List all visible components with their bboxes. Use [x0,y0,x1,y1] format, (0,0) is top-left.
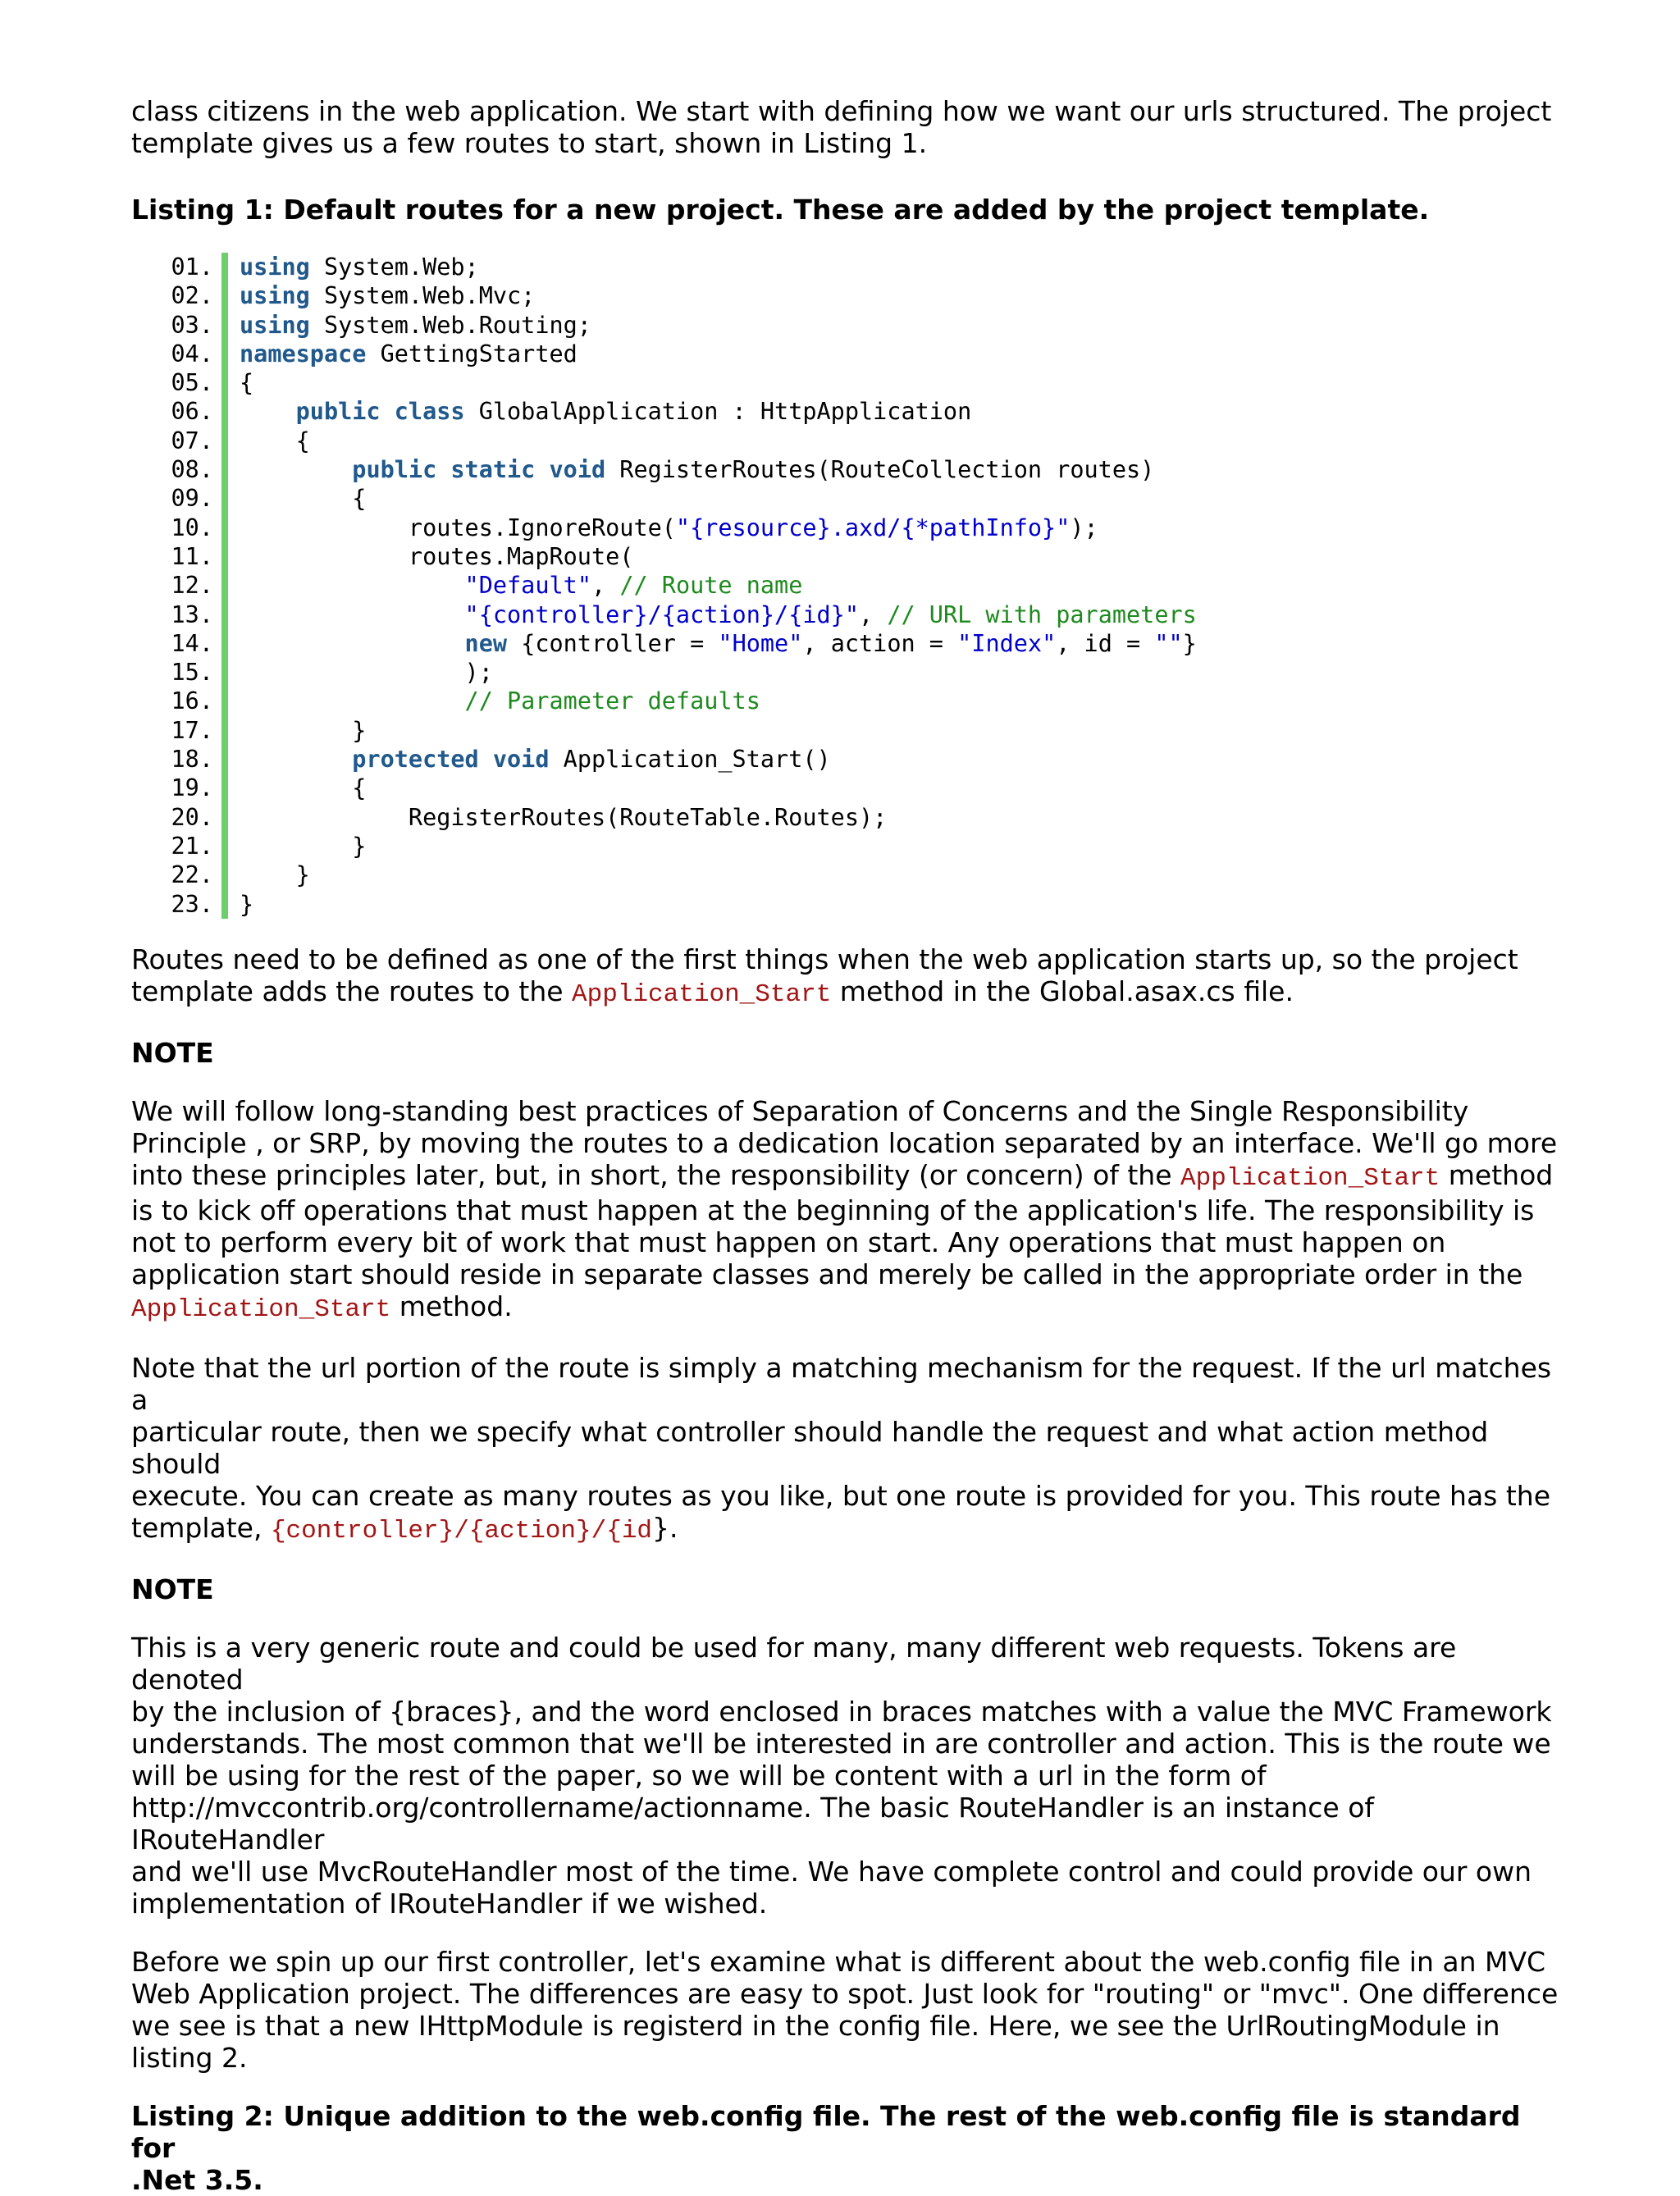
intro-line: class citizens in the web application. We start with defining how we want our urls structured. The project [131,95,1552,127]
line-number: 08. [171,456,213,484]
code-text: System.Web; [309,253,479,281]
line-number: 02. [171,282,213,310]
line-number: 22. [171,861,213,889]
code-keyword: public static void [352,456,606,484]
paragraph-text: template adds the routes to the [131,975,573,1007]
code-gutter-bar [221,514,228,542]
code-text: , id = [1056,629,1155,657]
code-gutter-bar [221,253,228,281]
paragraph-text: into these principles later, but, in short, the responsibility (or concern) of the [131,1158,1181,1191]
code-keyword: public class [295,398,465,426]
code-text: System.Web.Routing; [309,311,591,339]
line-number: 17. [171,716,213,744]
code-text: { [352,774,367,802]
code-text: { [295,427,310,454]
code-line [131,745,1559,774]
code-line [131,281,1559,310]
document-page [131,95,1559,2196]
code-comment: // URL with parameters [887,600,1197,628]
code-string: "Index" [957,629,1057,657]
listing-1-caption: Listing 1: Default routes for a new project. These are added by the project template. [131,194,1430,226]
code-gutter-bar [221,803,228,832]
code-comment: // Parameter defaults [464,687,760,715]
code-line [131,253,1559,281]
paragraph-text: template, [131,1511,271,1544]
code-gutter-bar [221,455,228,484]
paragraph-line: particular route, then we specify what controller should handle the request and what action method should [131,1415,1489,1480]
caption-line: Listing 2: Unique addition to the web.config file. The rest of the web.config file is standard for [131,2099,1521,2164]
code-line [131,774,1559,802]
code-text: } [1182,629,1197,657]
note-paragraph [131,1095,1559,1326]
paragraph-line: not to perform every bit of work that must happen on start. Any operations that must happen on [131,1226,1446,1258]
routes-paragraph [131,943,1559,1011]
line-number: 04. [171,340,213,368]
code-gutter-bar [221,571,228,600]
line-number: 09. [171,485,213,513]
paragraph-line: execute. You can create as many routes as you like, but one route is provided for you. This route has the [131,1479,1551,1512]
code-gutter-bar [221,427,228,455]
code-line [131,397,1559,426]
paragraph-line: we see is that a new IHttpModule is registerd in the config file. Here, we see the UrlRoutingModule in [131,2009,1500,2042]
code-text: {controller = [507,629,719,657]
paragraph-text: }. [652,1511,678,1544]
code-text: GlobalApplication : HttpApplication [464,398,972,426]
inline-code: Application_Start [131,1294,391,1324]
line-number: 16. [171,687,213,715]
code-line [131,861,1559,889]
paragraph-line: This is a very generic route and could be used for many, many different web requests. Tokens are denoted [131,1631,1457,1696]
paragraph-line: application start should reside in separate classes and merely be called in the appropriate order in the [131,1258,1523,1290]
code-gutter-bar [221,861,228,889]
line-number: 05. [171,369,213,397]
code-text: routes.MapRoute( [408,542,634,570]
inline-code: Application_Start [572,979,832,1009]
intro-paragraph [131,95,1559,159]
code-gutter-bar [221,716,228,745]
inline-code: {controller}/{action}/{id [270,1516,653,1545]
line-number: 07. [171,427,213,454]
code-gutter-bar [221,890,228,919]
code-text: ); [464,659,493,687]
url-paragraph [131,1352,1559,1547]
code-line [131,716,1559,745]
code-gutter-bar [221,629,228,658]
code-gutter-bar [221,774,228,802]
code-string: "" [1154,629,1183,657]
code-gutter-bar [221,281,228,310]
caption-line: .Net 3.5. [131,2163,263,2196]
code-keyword: new [464,629,508,657]
paragraph-text: method. [390,1290,513,1322]
code-line [131,542,1559,571]
code-keyword: protected void [352,746,550,774]
code-text: Application_Start() [549,746,831,774]
paragraph-line: listing 2. [131,2041,248,2074]
code-gutter-bar [221,600,228,629]
code-text: } [295,861,310,889]
code-line [131,890,1559,919]
paragraph-line: We will follow long-standing best practices of Separation of Concerns and the Single Responsibility [131,1094,1469,1127]
code-string: "Home" [718,629,803,657]
paragraph-text: method [1440,1158,1554,1191]
line-number: 13. [171,600,213,628]
line-number: 11. [171,542,213,570]
code-line [131,484,1559,513]
line-number: 14. [171,629,213,657]
code-line [131,803,1559,832]
code-line [131,455,1559,484]
paragraph-line: is to kick off operations that must happen at the beginning of the application's life. The responsibility is [131,1194,1535,1226]
code-text: , action = [802,629,958,657]
code-line [131,427,1559,455]
paragraph-line: by the inclusion of {braces}, and the word enclosed in braces matches with a value the MVC Framework [131,1695,1552,1728]
code-gutter-bar [221,397,228,426]
line-number: 20. [171,803,213,831]
code-gutter-bar [221,340,228,368]
paragraph-line: understands. The most common that we'll be interested in are controller and action. This is the route we [131,1727,1551,1760]
code-text: ); [1070,514,1098,541]
code-text: routes.IgnoreRoute( [408,514,676,541]
code-text: , [858,600,888,628]
webconfig-paragraph [131,1946,1559,2074]
code-line [131,687,1559,715]
code-text: RegisterRoutes(RouteCollection routes) [605,456,1155,484]
line-number: 23. [171,890,213,918]
code-gutter-bar [221,658,228,687]
code-text: RegisterRoutes(RouteTable.Routes); [408,803,888,831]
paragraph-line: Routes need to be defined as one of the first things when the web application starts up, so the project [131,943,1518,975]
code-keyword: using [240,311,310,339]
code-text: { [352,485,367,513]
code-string: "{controller}/{action}/{id}" [464,600,859,628]
code-text: } [352,832,367,860]
code-line [131,629,1559,658]
line-number: 19. [171,774,213,802]
code-keyword: using [240,282,310,310]
code-text: } [240,890,254,918]
code-line [131,600,1559,629]
code-gutter-bar [221,542,228,571]
code-gutter-bar [221,311,228,340]
code-comment: // Route name [619,572,803,600]
code-line [131,368,1559,397]
code-gutter-bar [221,832,228,861]
code-gutter-bar [221,687,228,715]
line-number: 15. [171,659,213,687]
paragraph-text: method in the Global.asax.cs file. [831,975,1294,1007]
code-gutter-bar [221,484,228,513]
code-text: } [352,716,367,744]
line-number: 18. [171,746,213,774]
paragraph-line: and we'll use MvcRouteHandler most of the time. We have complete control and could provide our own [131,1855,1532,1888]
paragraph-line: Principle , or SRP, by moving the routes to a dedication location separated by an interface. We'll go more [131,1126,1558,1159]
code-text: GettingStarted [366,340,578,368]
line-number: 01. [171,253,213,281]
code-string: "Default" [464,572,591,600]
code-line [131,514,1559,542]
note-paragraph [131,1632,1559,1920]
code-line [131,311,1559,340]
line-number: 06. [171,398,213,426]
line-number: 03. [171,311,213,339]
intro-line: template gives us a few routes to start, shown in Listing 1. [131,127,928,159]
paragraph-line: will be using for the rest of the paper, so we will be content with a url in the form of [131,1759,1267,1792]
code-keyword: namespace [240,340,367,368]
inline-code: Application_Start [1180,1163,1440,1193]
code-line [131,658,1559,687]
code-line [131,340,1559,368]
code-line [131,571,1559,600]
code-text: , [591,572,620,600]
paragraph-line: Before we spin up our first controller, let's examine what is different about the web.config file in an MVC [131,1945,1546,1978]
code-text: System.Web.Mvc; [309,282,536,310]
paragraph-line: Note that the url portion of the route is simply a matching mechanism for the request. If the url matches a [131,1351,1552,1416]
code-text: { [240,369,254,397]
code-gutter-bar [221,368,228,397]
code-keyword: using [240,253,310,281]
code-listing-1 [131,253,1559,919]
paragraph-line: Web Application project. The differences are easy to spot. Just look for "routing" or "mvc". One difference [131,1977,1559,2010]
line-number: 12. [171,572,213,600]
line-number: 10. [171,514,213,541]
paragraph-line: implementation of IRouteHandler if we wished. [131,1887,768,1920]
listing-2-caption [131,2100,1559,2196]
note-heading: NOTE [131,1036,214,1069]
line-number: 21. [171,832,213,860]
code-string: "{resource}.axd/{*pathInfo}" [675,514,1071,541]
note-heading: NOTE [131,1573,214,1605]
code-line [131,832,1559,861]
paragraph-line: http://mvccontrib.org/controllername/actionname. The basic RouteHandler is an instance of IRouteHandler [131,1791,1375,1856]
code-gutter-bar [221,745,228,774]
